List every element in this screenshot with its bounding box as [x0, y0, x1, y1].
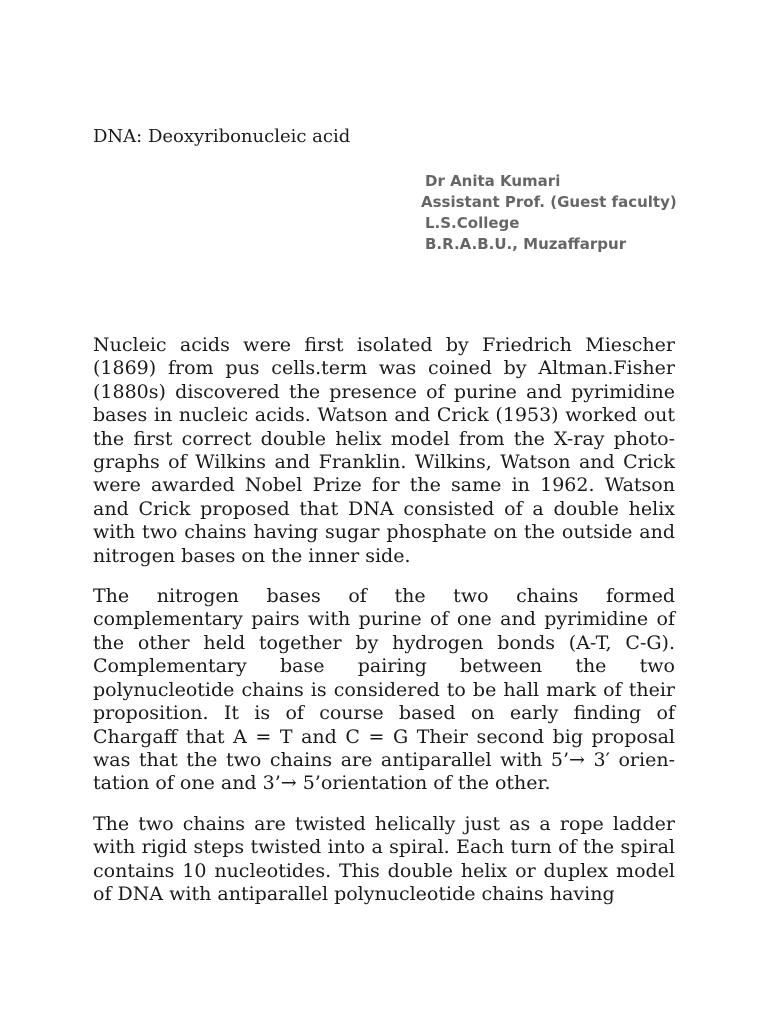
author-block: [421, 171, 677, 255]
document-title: DNA: Deoxyribonucleic acid: [93, 126, 351, 147]
author-university: B.R.A.B.U., Muzaffarpur: [425, 235, 627, 253]
author-name: Dr Anita Kumari: [425, 172, 561, 190]
paragraph-helix-structure: The two chains are twisted helically just as a rope ladder with rigid steps twisted into a spiral. Each turn of the spiral contains 10 nucleotides. This double helix or duplex model of DNA with antiparallel polynucleotide chains having: [93, 812, 675, 905]
document-body: [93, 334, 675, 923]
author-position: Assistant Prof. (Guest faculty): [421, 193, 677, 211]
author-college: L.S.College: [425, 214, 520, 232]
paragraph-base-pairing: The nitrogen bases of the two chains formed complementary pairs with purine of one and pyrimidine of the other held together by hydrogen bonds (A-T, C-G). Complementary base pairing between the two polynucleotide chains is considered to be hall mark of their proposition. It is of course based on early finding of Chargaff that A = T and C = G Their second big proposal was that the two chains are antiparallel with 5’→ 3′ orientation of one and 3’→ 5’orientation of the other.: [93, 585, 675, 795]
paragraph-history: Nucleic acids were first isolated by Friedrich Miescher (1869) from pus cells.term was coined by Altman.Fisher (1880s) discovered the presence of purine and pyrimidine bases in nucleic acids. Watson and Crick (1953) worked out the first correct double helix model from the X-ray photographs of Wilkins and Franklin. Wilkins, Watson and Crick were awarded Nobel Prize for the same in 1962. Watson and Crick proposed that DNA consisted of a double helix with two chains having sugar phosphate on the outside and nitrogen bases on the inner side.: [93, 334, 675, 567]
